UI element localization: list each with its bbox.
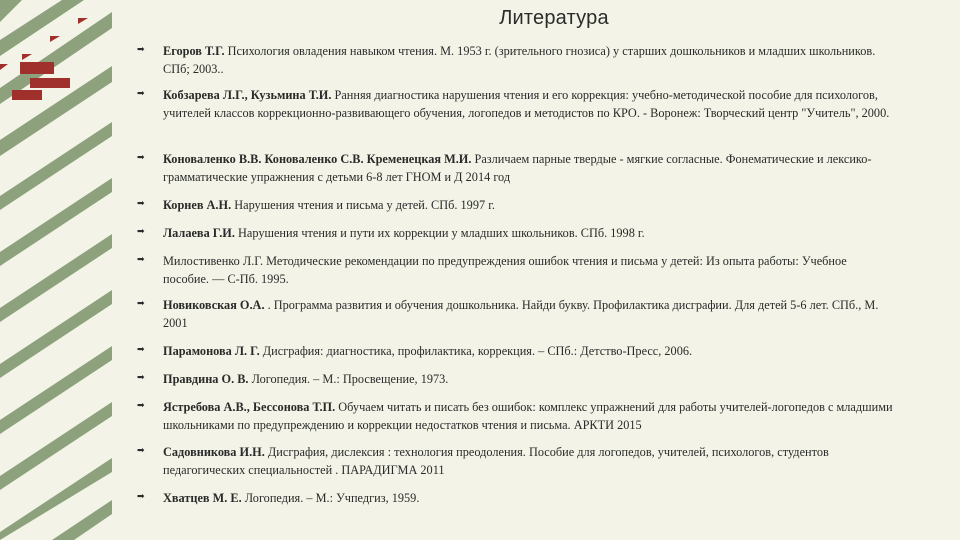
arrow-right-icon: ➡ — [137, 255, 145, 265]
item-author: Ястребова А.В., Бессонова Т.П. — [163, 400, 336, 414]
item-text: Психология овладения навыком чтения. М. 1953 г. (зрительного гнозиса) у старших дошкольников и младших школьников. СПб; 2003.. — [163, 44, 876, 76]
arrow-right-icon: ➡ — [137, 299, 145, 309]
item-text: Логопедия. – М.: Просвещение, 1973. — [248, 372, 449, 386]
item-text: Ранняя диагностика нарушения чтения и его коррекция: учебно-методической пособие для психологов, учителей классов коррекционно-развивающего обучения, логопедов и методистов по КРО. - Воронеж: Творческий центр "Учитель", 2000. — [163, 88, 890, 120]
item-author: Егоров Т.Г. — [163, 44, 225, 58]
page-title: Литература — [499, 7, 609, 29]
arrow-right-icon: ➡ — [137, 401, 145, 411]
item-author: Корнев А.Н. — [163, 198, 232, 212]
item-text: Обучаем читать и писать без ошибок: комплекс упражнений для работы учителей-логопедов с младшими школьниками по предупреждению и коррекции недостатков чтения и письма. АРКТИ 2015 — [163, 400, 893, 432]
arrow-right-icon: ➡ — [137, 45, 145, 55]
item-author: Правдина О. В. — [163, 372, 249, 386]
item-author: Хватцев М. Е. — [163, 491, 242, 505]
item-text: . Программа развития и обучения дошкольника. Найди букву. Профилактика дисграфии. Для детей 5-6 лет. СПб., М. 2001 — [163, 298, 879, 330]
item-text: Логопедия. – М.: Учпедгиз, 1959. — [241, 491, 420, 505]
item-author: Кобзарева Л.Г., Кузьмина Т.И. — [163, 88, 332, 102]
arrow-right-icon: ➡ — [137, 199, 145, 209]
item-author: Садовникова И.Н. — [163, 445, 265, 459]
item-author: Милостивенко — [163, 254, 240, 268]
item-author: Парамонова Л. Г. — [163, 344, 260, 358]
arrow-right-icon: ➡ — [137, 153, 145, 163]
arrow-right-icon: ➡ — [137, 492, 145, 502]
item-author: Новиковская О.А. — [163, 298, 265, 312]
arrow-right-icon: ➡ — [137, 373, 145, 383]
item-text: Нарушения чтения и письма у детей. СПб. 1997 г. — [231, 198, 495, 212]
item-author: Лалаева Г.И. — [163, 226, 235, 240]
arrow-right-icon: ➡ — [137, 89, 145, 99]
arrow-right-icon: ➡ — [137, 345, 145, 355]
item-text: Различаем парные твердые - мягкие согласные. Фонематические и лексико-грамматические упражнения с детьми 6-8 лет ГНОМ и Д 2014 год — [163, 152, 872, 184]
item-text: Л.Г. Методические рекомендации по предупреждения ошибок чтения и письма у детей: Из опыта работы: Учебное пособие. — С-Пб. 1995. — [163, 254, 847, 286]
item-text: Нарушения чтения и пути их коррекции у младших школьников. СПб. 1998 г. — [234, 226, 645, 240]
arrow-right-icon: ➡ — [137, 227, 145, 237]
arrow-right-icon: ➡ — [137, 446, 145, 456]
item-text: Дисграфия: диагностика, профилактика, коррекция. – СПб.: Детство-Пресс, 2006. — [259, 344, 693, 358]
item-author: Коноваленко В.В. Коноваленко С.В. Кременецкая М.И. — [163, 152, 472, 166]
item-text: Дисграфия, дислексия : технология преодоления. Пособие для логопедов, учителей, психологов, студентов педагогических специальностей . ПАРАДИГМА 2011 — [163, 445, 829, 477]
